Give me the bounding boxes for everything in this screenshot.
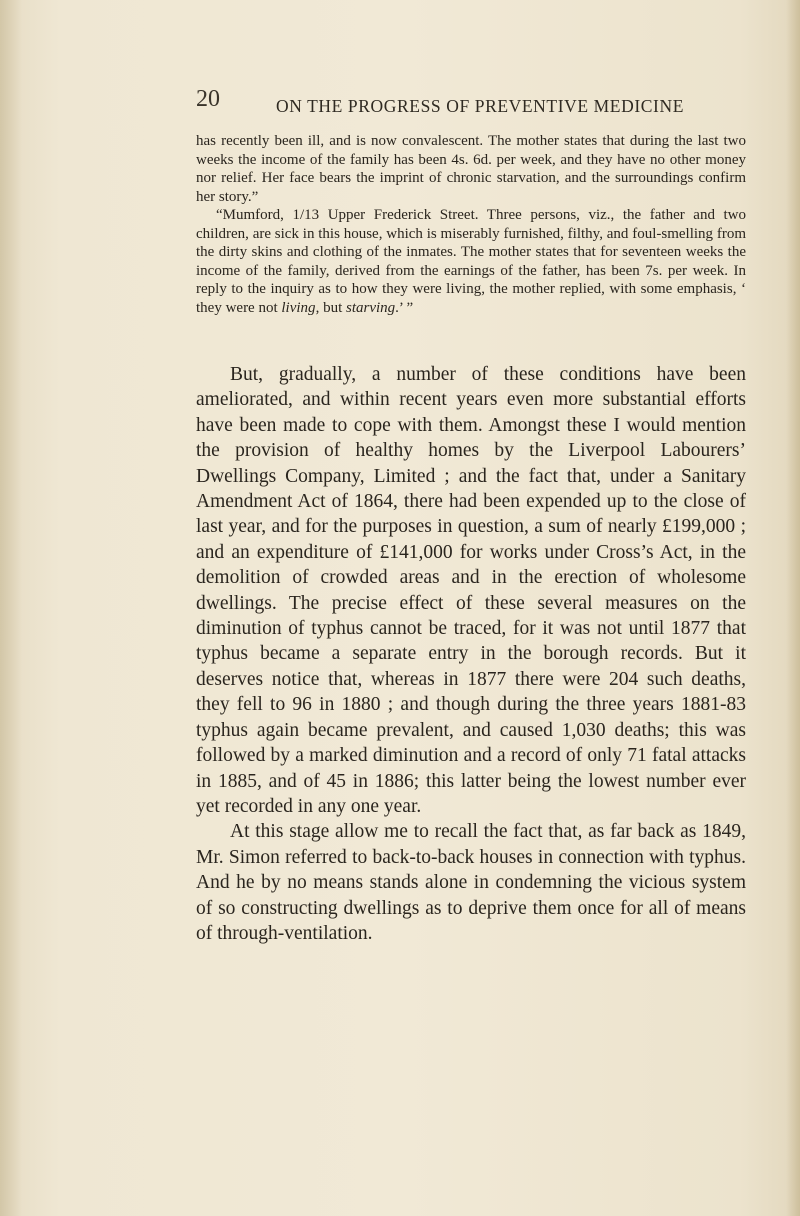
page-number: 20 bbox=[196, 86, 220, 112]
quote-text: “Mumford, 1/13 Upper Frederick Street. Three persons, viz., the father and two children, are sick in this house, which is miserably furnished, filthy, and foul-smelling from the dirty skins and clothing of the inmates. The mother states that for seventeen weeks the income of the family, derived from the earnings of the father, has been 7s. per week. In reply to the inquiry as to how they were living, the mother replied, with some emphasis, ‘ they were not bbox=[196, 207, 746, 316]
body-paragraph: But, gradually, a number of these conditions have been ameliorated, and within recent years even more substantial efforts have been made to cope with them. Amongst these I would mention the provision of healthy homes by the Liverpool Labourers’ Dwellings Company, Limited ; and the fact that, under a Sanitary Amendment Act of 1864, there had been expended up to the close of last year, and for the purposes in question, a sum of nearly £199,000 ; and an expenditure of £141,000 for works under Cross’s Act, in the demolition of crowded areas and in the erection of wholesome dwellings. The precise effect of these several measures on the diminution of typhus cannot be traced, for it was not until 1877 that typhus became a separate entry in the borough records. But it deserves notice that, whereas in 1877 there were 204 such deaths, they fell to 96 in 1880 ; and though during the three years 1881-83 typhus again became prevalent, and caused 1,030 deaths; this was followed by a marked diminution and a record of only 71 fatal attacks in 1885, and of 45 in 1886; this latter being the lowest number ever yet recorded in any one year. bbox=[196, 364, 746, 817]
body-paragraph: At this stage allow me to recall the fact that, as far back as 1849, Mr. Simon referred to back-to-back houses in connection with typhus. And he by no means stands alone in condemning the vicious system of so constructing dwellings as to deprive them once for all of means of through-ventilation. bbox=[196, 821, 746, 944]
quoted-report bbox=[196, 132, 746, 317]
quote-paragraph bbox=[196, 206, 746, 317]
page-left-edge-shadow bbox=[0, 0, 22, 1216]
main-text bbox=[196, 362, 746, 946]
quote-paragraph: has recently been ill, and is now convalescent. The mother states that during the last two weeks the income of the family has been 4s. 6d. per week, and they have no other money nor relief. Her face bears the imprint of chronic starvation, and the surroundings confirm her story.” bbox=[196, 133, 746, 205]
page-right-edge-shadow bbox=[786, 0, 800, 1216]
running-title: ON THE PROGRESS OF PREVENTIVE MEDICINE bbox=[276, 96, 684, 116]
quote-emphasis: starving bbox=[345, 299, 396, 316]
quote-emphasis: living bbox=[281, 299, 316, 316]
quote-text: .’ ” bbox=[395, 299, 414, 316]
quote-text: , but bbox=[315, 299, 346, 316]
